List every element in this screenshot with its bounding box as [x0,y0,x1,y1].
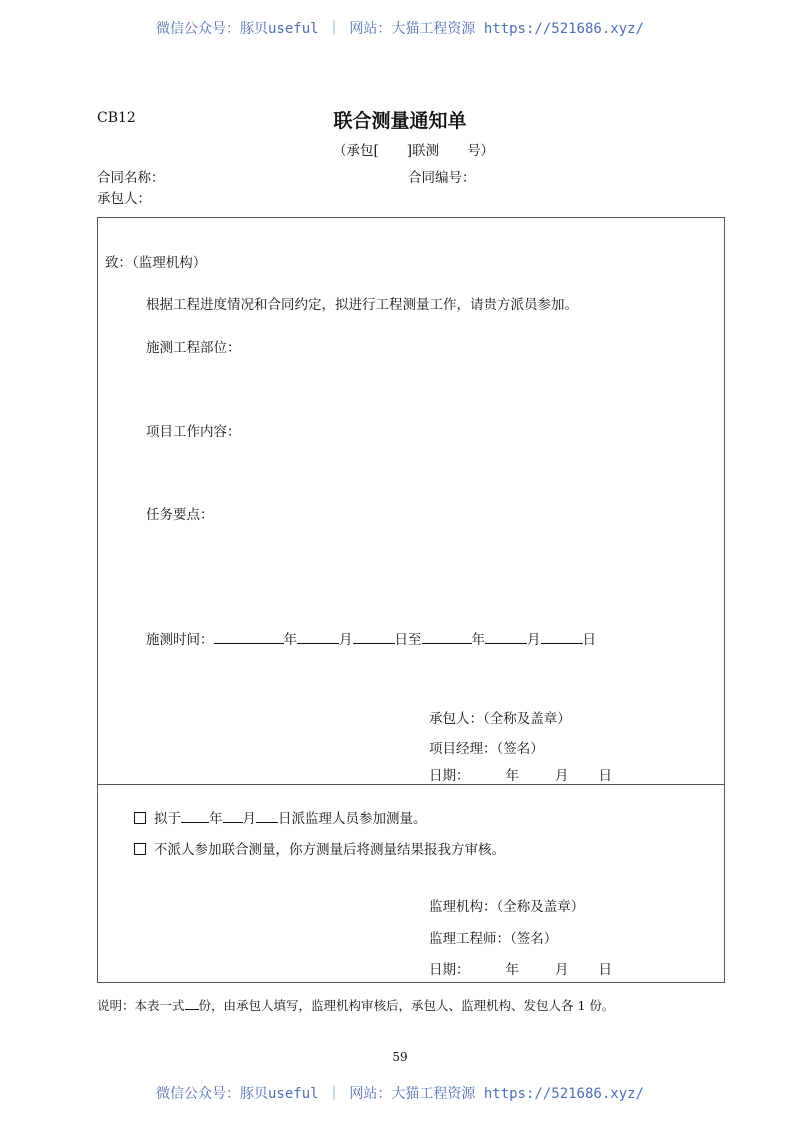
subtitle-part: ]联测 [406,143,440,159]
blank[interactable] [485,631,527,644]
content-label: 项目工作内容： [146,424,241,440]
unit: 月 [555,962,569,978]
unit: 年 [471,632,485,648]
manager-sign: 项目经理：（签名） [429,741,544,757]
unit: 日 [598,962,612,978]
survey-time [146,628,596,648]
checkbox[interactable] [134,843,146,855]
unit: 月 [242,811,256,827]
form-code: CB12 [97,110,136,126]
addressee: 致：（监理机构） [105,255,207,271]
unit: 年 [283,632,297,648]
blank[interactable] [185,997,199,1010]
supervisor-org-sign: 监理机构：（全称及盖章） [429,899,585,915]
lower-date [429,958,612,978]
form-number [333,139,494,159]
unit: 年 [505,962,519,978]
contract-name-label: 合同名称： [97,170,165,186]
option-text: 不派人参加联合测量，你方测量后将测量结果报我方审核。 [154,842,505,858]
blank[interactable] [541,631,583,644]
unit: 月 [339,632,353,648]
watermark-top: 微信公众号：豚贝useful ｜ 网站：大猫工程资源 https://521686.xyz/ [155,21,644,37]
option-text: 日派监理人员参加测量。 [278,811,427,827]
blank[interactable] [297,631,339,644]
unit: 月 [555,768,569,784]
date-label: 日期： [429,962,470,978]
watermark-bottom: 微信公众号：豚贝useful ｜ 网站：大猫工程资源 https://521686.xyz/ [155,1086,644,1102]
blank[interactable] [422,631,472,644]
form-box [97,217,725,983]
page-number: 59 [392,1050,408,1064]
contractor-sign: 承包人：（全称及盖章） [429,711,571,727]
note-text: 份，由承包人填写，监理机构审核后，承包人、监理机构、发包人各 1 份。 [198,998,615,1013]
upper-date [429,764,612,784]
contract-no-label: 合同编号： [408,170,476,186]
section-divider [97,784,725,785]
time-label: 施测时间： [146,632,214,648]
blank[interactable] [214,631,284,644]
notice-body: 根据工程进度情况和合同约定，拟进行工程测量工作，请贵方派员参加。 [146,297,578,313]
engineer-sign: 监理工程师：（签名） [429,931,558,947]
unit: 年 [209,811,223,827]
contractor-label: 承包人： [97,191,151,207]
unit: 月 [527,632,541,648]
note-text: 说明：本表一式 [97,998,185,1013]
unit: 日 [598,768,612,784]
option-attend[interactable] [134,807,427,827]
option-not-attend[interactable] [134,838,505,858]
unit: 年 [505,768,519,784]
page-title: 联合测量通知单 [333,110,467,132]
option-text: 拟于 [154,811,181,827]
blank[interactable] [256,810,278,823]
unit: 日至 [394,632,422,648]
location-label: 施测工程部位： [146,340,241,356]
date-label: 日期： [429,768,470,784]
subtitle-part: 号） [467,143,495,159]
blank[interactable] [181,810,209,823]
checkbox[interactable] [134,812,146,824]
subtitle-part: （承包[ [333,143,379,159]
points-label: 任务要点： [146,507,214,523]
blank[interactable] [223,810,243,823]
unit: 日 [582,632,596,648]
blank[interactable] [353,631,395,644]
note [97,996,614,1014]
